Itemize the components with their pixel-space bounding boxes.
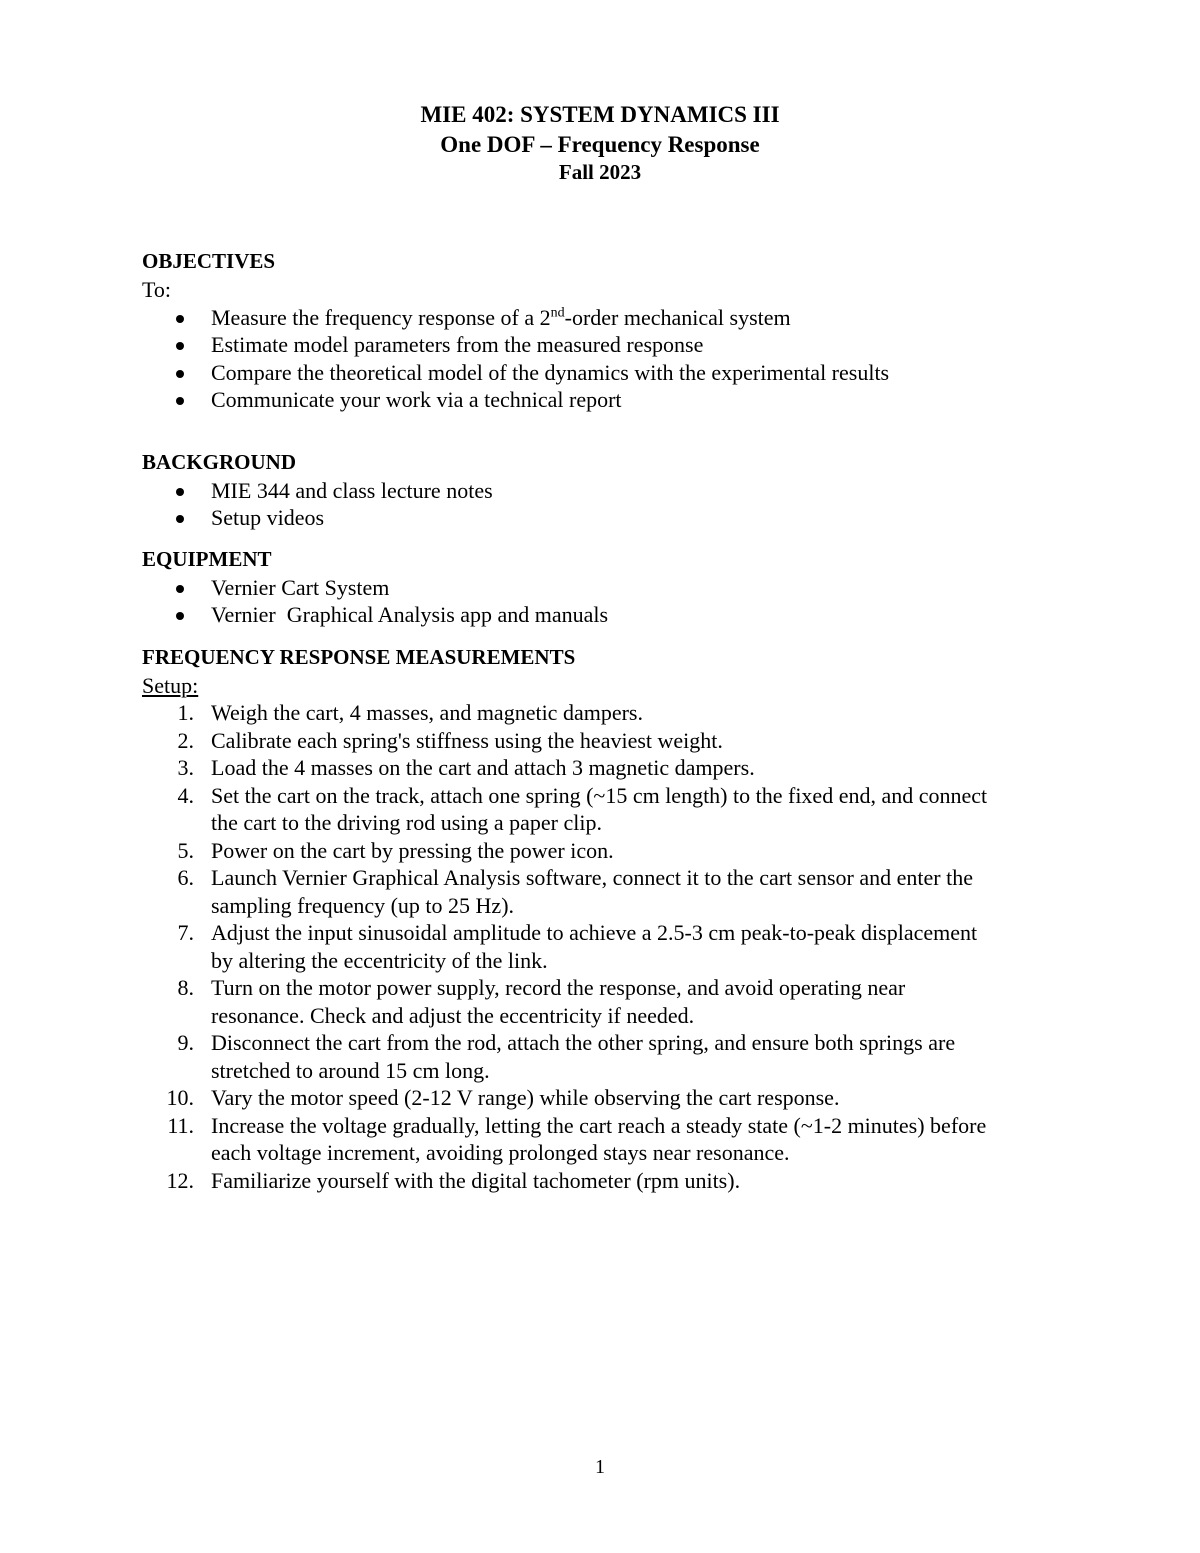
list-item: 3. Load the 4 masses on the cart and attach 3 magnetic dampers. xyxy=(177,755,755,780)
bullet-icon xyxy=(176,315,184,323)
list-item: Measure the frequency response of a 2nd-order mechanical system xyxy=(142,304,1062,332)
bullet-icon xyxy=(176,488,184,496)
list-item: 11. Increase the voltage gradually, letting the cart reach a steady state (~1-2 minutes) before each voltage increment, avoiding prolonged stays near resonance. xyxy=(167,1112,987,1165)
list-item: Compare the theoretical model of the dynamics with the experimental results xyxy=(142,359,1062,387)
list-item: 9. Disconnect the cart from the rod, attach the other spring, and ensure both springs are stretched to around 15 cm long. xyxy=(177,1030,956,1083)
document-body xyxy=(142,246,1062,1194)
list-item: Vernier Cart System xyxy=(142,574,1062,602)
bullet-icon xyxy=(176,342,184,350)
course-title: MIE 402: SYSTEM DYNAMICS III xyxy=(420,102,780,127)
list-item: 7. Adjust the input sinusoidal amplitude to achieve a 2.5-3 cm peak-to-peak displacement by altering the eccentricity of the link. xyxy=(177,920,978,973)
background-list xyxy=(142,477,1062,532)
list-item: 2. Calibrate each spring's stiffness using the heaviest weight. xyxy=(177,727,723,753)
objectives-list xyxy=(142,304,1062,414)
list-item: 1. Weigh the cart, 4 masses, and magnetic dampers. xyxy=(177,700,643,725)
background-heading: BACKGROUND xyxy=(142,449,297,474)
measurements-heading: FREQUENCY RESPONSE MEASUREMENTS xyxy=(142,644,576,669)
lab-title: One DOF – Frequency Response xyxy=(440,132,760,157)
bullet-icon xyxy=(176,397,184,405)
bullet-icon xyxy=(176,612,184,620)
page-number: 1 xyxy=(595,1456,605,1478)
bullet-icon xyxy=(176,370,184,378)
list-item: 12. Familiarize yourself with the digital tachometer (rpm units). xyxy=(166,1167,741,1193)
setup-steps xyxy=(142,699,1062,1194)
list-item: Communicate your work via a technical report xyxy=(142,386,1062,414)
equipment-heading: EQUIPMENT xyxy=(142,546,272,571)
setup-label: Setup: xyxy=(142,672,199,698)
list-item: 4. Set the cart on the track, attach one spring (~15 cm length) to the fixed end, and connect the cart to the driving rod using a paper clip. xyxy=(177,782,988,835)
list-item: MIE 344 and class lecture notes xyxy=(142,477,1062,505)
objectives-intro: To: xyxy=(142,277,172,302)
term: Fall 2023 xyxy=(558,160,642,184)
objectives-heading: OBJECTIVES xyxy=(142,249,276,273)
bullet-icon xyxy=(176,585,184,593)
list-item: Estimate model parameters from the measured response xyxy=(142,331,1062,359)
list-item: 8. Turn on the motor power supply, record the response, and avoid operating near resonance. Check and adjust the eccentricity if needed. xyxy=(177,975,906,1028)
equipment-list xyxy=(142,574,1062,629)
list-item: Vernier Graphical Analysis app and manuals xyxy=(142,601,1062,629)
list-item: 5. Power on the cart by pressing the power icon. xyxy=(177,837,614,863)
list-item: 10. Vary the motor speed (2-12 V range) while observing the cart response. xyxy=(166,1085,840,1110)
document-header xyxy=(0,100,1200,186)
list-item: Setup videos xyxy=(142,504,1062,532)
list-item: 6. Launch Vernier Graphical Analysis software, connect it to the cart sensor and enter the sampling frequency (up to 25 Hz). xyxy=(177,865,973,918)
bullet-icon xyxy=(176,515,184,523)
